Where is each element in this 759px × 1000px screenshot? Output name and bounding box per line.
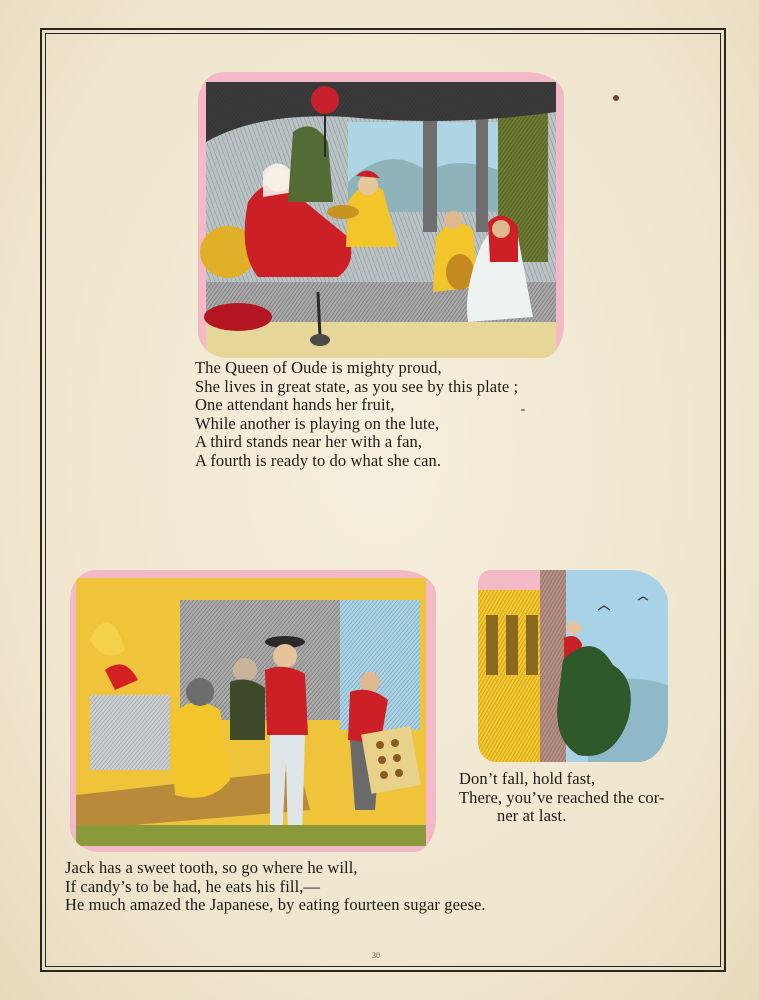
verse-line: She lives in great state, as you see by this plate ; [195,376,519,396]
queen-of-oude-verse [195,359,518,470]
verse-line: A fourth is ready to do what she can. [195,450,442,470]
queen-of-oude-illustration [198,72,564,358]
verse-line: There, you’ve reached the cor- [459,787,665,807]
verse-line: Jack has a sweet tooth, so go where he will, [65,858,358,877]
verse-line: ner at last. [497,806,567,825]
verse-line: A third stands near her with a fan, [195,432,423,451]
paper-speck [521,409,525,411]
verse-line: He much amazed the Japanese, by eating fourteen sugar geese. [65,895,486,914]
verse-line: One attendant hands her fruit, [195,395,395,414]
page-number: 30 [372,951,380,960]
verse-line: While another is playing on the lute, [195,413,440,433]
jack-sweet-tooth-verse [65,859,486,915]
climbing-verse [459,770,665,826]
paper-speck [613,95,619,101]
boy-climbing-tower-illustration [478,570,668,762]
verse-line: The Queen of Oude is mighty proud, [195,358,442,377]
jack-candy-shop-illustration [70,570,436,852]
verse-line: Don’t fall, hold fast, [459,769,596,788]
verse-line: If candy’s to be had, he eats his fill,— [65,876,321,896]
